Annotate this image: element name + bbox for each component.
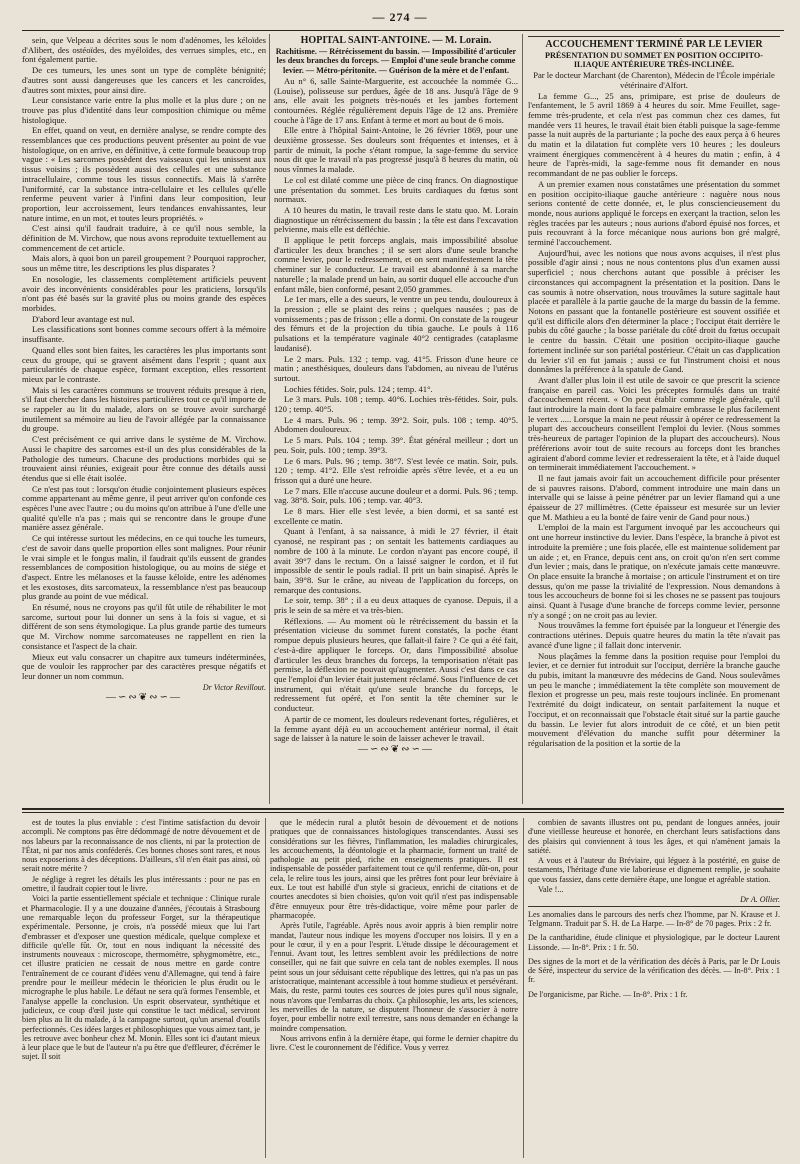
paragraph: Le 7 mars. Elle n'accuse aucune douleur et a dormi. Puls. 96 ; temp. vag. 38°8. Soir, puls. 106 ; temp. var. 40°3. [274, 485, 518, 506]
page-number: — 274 — [372, 10, 428, 24]
paragraph: A vous et à l'auteur du Bréviaire, qui léguez à la postérité, en guise de testaments, l'héritage d'une vie laborieuse et dignement remplie, je souhaite que vous fassiez, dans cette dernière étape, une longue et agréable station. [528, 856, 780, 884]
paragraph: Le 6 mars. Puls. 96 ; temp. 38°7. S'est levée ce matin. Soir, puls. 120 ; temp. 41°2. Elle s'est refroidie après s'être levée, et a eu un frisson qui a duré une heure. [274, 455, 518, 485]
paragraph: Voici la partie essentiellement spéciale et technique : Clinique rurale et Pharmacologie. Il y a une douzaine d'années, j'écoutais à Strasbourg une remarquable leçon du professeur Forget, sur la thérapeutique expérimentale. Personne, je crois, n'a possédé mieux que lui l'art d'embrasser et d'exposer une question médicale, quelque complexe et difficile qu'elle fût. Or, tout en nous indiquant la nécessité des instruments nouveaux : microscope, thermomètre, sphygmomètre, etc., cet illustre praticien ne cessait de nous mettre en garde contre l'entraînement de ce courant d'idées venu d'Allemagne, qui tend à faire prendre pour le meilleur médecin le théoricien le plus érudit ou le micrographe le plus habile. Le défaut ne sera qu'à formes l'ensemble, et l'analyse appelle la conclusion. Un esprit observateur, synthétique et judicieux, ce coup d'œil juste qui constitue le tact médical, serviront bien plus au lit du malade, à la campagne surtout, qu'un arsenal d'outils perfectionnés. Ces idées larges et philosophiques que vous aimez tant, je les retrouve avec bonheur chez M. Monin. Elles sont ici d'autant mieux à leur place que le but de l'auteur n'a pu être que d'effleurer, d'écrémer le sujet. Il soit [22, 894, 260, 1062]
column-left [22, 36, 266, 796]
article-byline: Par le docteur Marchant (de Charenton), Médecin de l'École impériale vétérinaire d'Alfort. [533, 70, 775, 90]
paragraph: Le 3 mars. Puls. 108 ; temp. 40°6. Lochies très-fétides. Soir, puls. 120 ; temp. 40°5. [274, 394, 518, 415]
bottom-column-left-body [22, 818, 260, 1062]
paragraph: Au n° 6, salle Sainte-Marguerite, est accouchée la nommée G... (Louise), polisseuse sur perdues, âgée de 18 ans. Jusqu'à l'âge de 9 ans, elle avait les poignets très-noués et les jambes fortement contournées. Réglée régulièrement depuis l'âge de 12 ans. Première couche à l'âge de 17 ans. Enfant à terme et mort au bout de 6 mois. [274, 75, 518, 125]
paragraph: A 10 heures du matin, le travail reste dans le statu quo. M. Lorain diagnostique un rétrécissement du bassin ; la tête est dans l'excavation pelvienne, mais elle est défléchie. [274, 204, 518, 235]
paragraph: Après l'utile, l'agréable. Après nous avoir appris à bien remplir notre mandat, l'auteur nous indique les moyens d'occuper nos loisirs. Il y en a pour le cœur, il y en a pour l'esprit. L'étude dissipe le découragement et l'ennui. Avant tout, les lettres semblent avoir les prédilections de notre conseiller, qui ne fait que suivre en cela tant de nobles exemples. Il nous peint sous un jour séduisant cette république des lettres, qui n'a pas un pas aristocratique, maintenant accessible à tout homme studieux et persévérant. Mais, du reste, parmi toutes ces sources de joies pures qu'il nous signale, nous n'avons que l'embarras du choix. Ça philosophie, les arts, les sciences, les merveilles de la nature, se disputent l'honneur de s'associer à notre foyer, pour embellir notre exil terrestre, sans nous demander en échange la moindre compensation. [270, 921, 518, 1033]
top-rule [22, 30, 784, 31]
paragraph: que le médecin rural a plutôt besoin de dévouement et de notions pratiques que de connaissances histologiques transcendantes. Aussi ses considérations sur les fièvres, l'inflammation, les maladies chirurgicales, les accouchements, la déontologie et la pharmacie, forment un traité de pathologie au petit pied, riche en enseignements pratiques. Il est indispensable de posséder parfaitement tout ce qu'il renferme, dût-on, pour cela, le relire tous les jours, ainsi que les prêtres font pour leur bréviaire à eux. Le tout est habillé d'un style si gracieux, enrichi de citations et de courtes anecdotes si bien choisies, qu'on voit qu'il n'est pas indispensable d'être ennuyeux pour être très-didactique, voire même pour parler de pharmacopée. [270, 818, 518, 920]
bibliography-rule [528, 906, 780, 907]
paragraph: Nous plaçâmes la femme dans la position requise pour l'emploi du levier, et ce dernier fut introduit sur l'occiput, derrière la branche gauche du pubis, imitant la manœuvre des médecins de Gand. Nous soulevâmes un peu le manche ; immédiatement la tête complète son mouvement de flexion et progresse un peu, mais reste toujours inclinée. En promenant l'extrémité du doigt indicateur, on sentait parfaitement la nuque et l'occiput, et on reconnaissait que l'obstacle était situé sur la partie gauche du bassin. Le levier fut alors introduit de ce côté, et un bien petit mouvement d'élévation du manche suffit pour déterminer la régularisation de la position et la sortie de la [528, 650, 780, 748]
bottom-signature: Dr A. Ollier. [740, 895, 780, 905]
column-divider [265, 818, 266, 1158]
paragraph: En résumé, nous ne croyons pas qu'il fût utile de réhabiliter le mot sarcome, surtout pour lui donner un sens à la fois si vague, et si différent de son sens étymologique. La plus grande partie des tumeurs que M. Virchow nomme sarcomateuses ne rappellent en rien la consistance et l'aspect de la chair. [22, 602, 266, 651]
paragraph: En nosologie, les classements complètement artificiels peuvent avoir des inconvénients considérables pour les praticiens, lorsqu'ils n'ont pas été basés sur la gravité plus ou moins grande des espèces morbides. [22, 273, 266, 313]
column-left-body [22, 36, 266, 682]
paragraph: A partir de ce moment, les douleurs redevenant fortes, régulières, et la femme ayant déjà eu un accouchement antérieur normal, il était sage de laisser à la nature le soin de laisser achever le travail. [274, 713, 518, 744]
paragraph: Aujourd'hui, avec les notions que nous avons acquises, il n'est plus possible d'agir ainsi ; nous ne nous contentons plus d'un examen aussi superficiel ; nous cherchons autant que possible à préciser les circonstances qui accompagnent la présentation et la position. Dans le cas soumis à notre observation, nous trouvâmes la suture sagittale haut placée et parallèle à la partie gauche de la marge du bassin de la femme. Notons en passant que la fontanelle postérieure est souvent ossifiée et qu'il est difficile alors d'en déterminer la place ; l'occiput était derrière le pubis du côté gauche ; la bosse pariétale du côté droit du fœtus occupait le centre du bassin. C'était une position occipito-iliaque gauche fortement inclinée sur son pariétal postérieur. C'était un cas d'application du levier s'il en fut jamais ; aussi ce fut l'instrument choisi et nous donnâmes la préférence à la spatule de Gand. [528, 247, 780, 375]
paragraph: En effet, quand on veut, en dernière analyse, se rendre compte des ressemblances que ces productions peuvent présenter au point de vue histologique, on en arrive, en définitive, à cette formule beaucoup trop vague : « Les sarcomes possèdent des vaisseaux qui les unissent aux tissus voisins ; ils possèdent aussi des cellules et une substance intracellulaire, comme tous les tissus connectifs. Mais là s'arrête l'uniformité, car la substance intra-cellulaire et les cellules qu'elle renferme peuvent varier à l'infini dans leur composition, leur proportion, leur accroissement, leurs tendances envahissantes, leur nature intime, en un mot, et toutes leurs propriétés. » [22, 125, 266, 223]
paragraph: L'emploi de la main est l'argument invoqué par les accoucheurs qui ont une horreur instinctive du levier. Dans l'espèce, la branche à pivot est introduite la première ; une fois placée, elle est maintenue solidement par un aide ; et, en France, depuis cent ans, on croit qu'on n'en sert comme d'un levier ; mais, dans le pratique, on n'exécute jamais cette manœuvre. On place ensuite la branche à mortaise ; on articule l'instrument et on tire dessus, qu'on me passe la trivialité de l'expression. Nous demandons à tous les accoucheurs de bonne foi si les choses ne se passent pas toujours ainsi. Quant à l'usage d'une branche de forceps comme levier, personne n'y a songé ; on ne croit pas au levier. [528, 522, 780, 620]
heading-rule [528, 36, 780, 37]
paragraph: combien de savants illustres ont pu, pendant de longues années, jouir d'une vieillesse heureuse et honorée, en cherchant leurs satisfactions dans des plaisirs qui conviennent à tous les âges, et qui n'amènent jamais la satiété. [528, 818, 780, 855]
column-divider [523, 818, 524, 1158]
paragraph: Mais alors, à quoi bon un pareil groupement ? Pourquoi rapprocher, sous un même titre, les descriptions les plus disparates ? [22, 253, 266, 274]
paragraph: Lochies fétides. Soir, puls. 124 ; temp. 41°. [284, 383, 433, 394]
bottom-column-middle [270, 818, 518, 1158]
paragraph: Ce n'est pas tout : lorsqu'on étudie conjointement plusieurs espèces comme appartenant au même genre, il peut arriver qu'on confonde ces espèces l'une avec l'autre ; ou du moins qu'on attribue à l'une d'elle une qualité qu'elle n'a pas ; mais qui se rencontre dans le groupe d'une manière assez générale. [22, 483, 266, 533]
paragraph: Le col est dilaté comme une pièce de cinq francs. On diagnostique une présentation du sommet. Les bruits cardiaques du fœtus sont normaux. [274, 174, 518, 205]
bibliography-entry: De l'organicisme, par Riche. — In-8°. Prix : 1 fr. [528, 989, 688, 999]
column-right [528, 36, 780, 796]
article-subtitle-hopital: Rachitisme. — Rétrécissement du bassin. — Impossibilité d'articuler les deux branches du forceps. — Emploi d'une seule branche comme levier. — Métro-péritonite. — Guérison de la mère et de l'enfant. [275, 46, 517, 76]
paragraph: Quant à l'enfant, à sa naissance, à midi le 27 février, il était cyanosé, ne respirant pas ; on sentait les battements cardiaques au nombre de 100 à la minute. Le cordon n'ayant pas encore coupé, il avait 39°7 dans le rectum. On a laissé saigner le cordon, et il fut impossible de sentir le pouls radial. Il prit un bain sinapisé. Après le bain, 39°8. Sur le crâne, au niveau de l'application du forceps, on remarque des contusions. [274, 526, 518, 595]
paragraph: Mieux eut valu consacrer un chapitre aux tumeurs indéterminées, que de vouloir les rapprocher par des caractères presque négatifs et leur donner un nom commun. [22, 651, 266, 681]
paragraph: Il ne faut jamais avoir fait un accouchement difficile pour présenter de si pauvres raisons. D'abord, comment introduire une main dans un intervalle qui se laisse à peine pénétrer par un levier flamand qui a une épaisseur de 27 millimètres. (Cette épaisseur est mesurée sur un levier que M. Mathieu a eu la bonté de faire venir de Gand pour nous.) [528, 472, 780, 522]
paragraph: C'est précisément ce qui arrive dans le système de M. Virchow. Aussi le chapitre des sarcomes est-il un des plus considérables de la Pathologie des tumeurs. Chacune des productions morbides qui se trouvaient ainsi réunies, exigeait pour être connue des détails aussi étendus que si elle était isolée. [22, 434, 266, 483]
paragraph: Réflexions. — Au moment où le rétrécissement du bassin et la présentation vicieuse du sommet furent constatés, la poche étant rompue depuis plusieurs heures, que fallait-il faire ? Ce qui a été fait, c'est-à-dire appliquer le forceps. Or, dans l'impossibilité absolue d'articuler les deux branches du forceps, la temporisation n'était pas permise, la déflexion ne pouvait qu'augmenter. Aussi c'est dans ce cas que l'emploi d'un levier était justement réclamé. Sous l'influence de cet instrument, qui n'était qu'une seule branche du forceps, le redressement fut opéré, et l'on sentit la tête cheminer sur le conducteur. [274, 615, 518, 714]
paragraph: C'est ainsi qu'il faudrait traduire, à ce qu'il nous semble, la définition de M. Virchow, que nous avons reproduite textuellement au commencement de cet article. [22, 223, 266, 253]
paragraph: Nous trouvâmes la femme fort épuisée par la longueur et l'énergie des contractions utérines. Depuis quatre heures du matin la tête n'avait pas avancé d'une ligne ; il fallait donc intervenir. [528, 620, 780, 650]
column-divider [269, 34, 270, 804]
section-rule [22, 808, 784, 810]
paragraph: D'abord leur avantage est nul. [32, 313, 135, 324]
column-middle [274, 36, 518, 796]
paragraph: Ce qui intéresse surtout les médecins, en ce qui touche les tumeurs, c'est de savoir dans quelle proportion elles sont malignes. Pour réunir le vrai simple et le fongus malin, il faudrait qu'ils eussent de grandes ressemblances de composition histologique, ou au moins de siége et d'aspect. Entre les mélanoses et la fausse kéloïde, entre les adénomes et les exostoses, dits sarcomateux, la ressemblance n'est pas beaucoup plus grande au point de vue médical. [22, 533, 266, 602]
article-subtitle-levier: PRÉSENTATION DU SOMMET EN POSITION OCCIPITO-ILIAQUE ANTÉRIEURE TRÈS-INCLINÉE. [545, 50, 763, 70]
paragraph: Le 1er mars, elle a des sueurs, le ventre un peu tendu, douloureux à la pression ; elle se plaint des reins ; quelques nausées ; pas de vomissements ; pas de frisson ; elle a dormi. On constate de la rougeur des fémurs et de la projection du tibia gauche. Le pouls à 116 pulsations et la température vaginale 40°2 centigrades (cataplasme laudanisé). [274, 294, 518, 353]
bottom-column-middle-body [270, 818, 518, 1052]
bibliography-entry: De la cantharidine, étude clinique et physiologique, par le docteur Laurent Lissonde. — In-8°. Prix : 1 fr. 50. [528, 933, 780, 952]
bibliography-entry: Les anomalies dans le parcours des nerfs chez l'homme, par N. Krause et J. Telgmann. Traduit par S. H. de La Harpe. — In-8° de 70 pages. Prix : 2 fr. [528, 909, 780, 928]
column-right-body [528, 92, 780, 749]
bibliography-list [528, 910, 780, 999]
paragraph: Elle entre à l'hôpital Saint-Antoine, le 26 février 1869, pour une deuxième grossesse. Ses douleurs sont fréquentes et intenses, et à partir de minuit, la poche s'étant rompue, la sage-femme du service nous dit que le travail n'a pas progressé jusqu'à 8 heures du matin, où nous vînmes la malade. [274, 125, 518, 175]
bottom-column-left [22, 818, 260, 1158]
paragraph: Les classifications sont bonnes comme secours offert à la mémoire insuffisante. [22, 324, 266, 345]
paragraph: est de toutes la plus enviable : c'est l'intime satisfaction du devoir accompli. Ne comptons pas être dédommagé de notre dévouement et de nos labeurs par la reconnaissance de nos clients, ni par la protection de l'État, ni par nos amis conféderés. Ces bonnes choses sont rares, et nous nous exposerions à des déceptions. D'ailleurs, s'il n'en était pas ainsi, où serait notre mérite ? [22, 818, 260, 874]
paragraph: A un premier examen nous constatâmes une présentation du sommet en position occipito-iliaque gauche antérieure : naguère nous nous serions contenté de cette donnée, et, le plus consciencieusement du monde, nous aurions appliqué le forceps en exerçant la traction, selon les règles tracées par les auteurs ; nous aurions d'abord épuisé nos forces, et puis recouvrant à la force mécanique nous aurions bon gré malgré, terminé l'accouchement. [528, 178, 780, 248]
bibliography-entry: Des signes de la mort et de la vérification des décès à Paris, par le Dr Louis de Séré, inspecteur du service de la vérification des décès. — In-8°. Prix : 1 fr. [528, 956, 780, 985]
paragraph: Avant d'aller plus loin il est utile de savoir ce que prescrit la science française en pareil cas. Voici les préceptes formulés dans un traité d'accouchement récent. « On peut établir comme règle générale, qu'il faut introduire la main dont la face palmaire embrasse le plus facilement le vertex ..... Lorsque la main ne peut réussir à opérer ce redressement la plupart des accoucheurs conseillent l'emploi du levier. (Nous sommes très-heureux de partager l'opinion de la plupart des accoucheurs). Nous préférerions avoir tout de suite recours au forceps dont les branches agiraient d'abord comme levier et redresseraient la tête, et à l'aide duquel on terminerait immédiatement l'accouchement. » [528, 374, 780, 473]
bottom-column-right [528, 818, 780, 1158]
paragraph: Il applique le petit forceps anglais, mais impossibilité absolue d'articuler les deux branches ; il se sert alors d'une seule branche comme levier, pour le redressement, et on sent manifestement la tête cheminer sur le conducteur. Le travail est abandonné à sa marche naturelle ; la malade prend un bain, au sortir duquel elle accouche d'un enfant mâle, bien conformé, pesant 2,050 grammes. [274, 235, 518, 294]
paragraph: Le 4 mars. Puls. 96 ; temp. 39°2. Soir, puls. 108 ; temp. 40°5. Abdomen douloureux. [274, 414, 518, 435]
article-title-levier: ACCOUCHEMENT TERMINÉ PAR LE LEVIER [545, 39, 763, 50]
paragraph: Le 8 mars. Hier elle s'est levée, a bien dormi, et sa santé est excellente ce matin. [274, 506, 518, 526]
paragraph: Nous arrivons enfin à la dernière étape, qui forme le dernier chapitre du livre. C'est le couronnement de l'édifice. Vous y verrez [270, 1033, 518, 1053]
paragraph: Quand elles sont bien faites, les caractères les plus importants sont ceux du groupe, qui se gravent aisément dans l'esprit ; quant aux particularités de chaque espèce, formant exception, elles ressortent mieux par le contraste. [22, 344, 266, 384]
closing-salutation: Vale !... [538, 885, 564, 895]
paragraph: sein, que Velpeau a décrites sous le nom d'adénomes, les kéloïdes d'Alibert, des ostéoïdes, des myéloïdes, des verrues simples, etc., en font également partie. [22, 36, 266, 65]
column-middle-body [274, 77, 518, 744]
paragraph: Le 2 mars. Puls. 132 ; temp. vag. 41°5. Frisson d'une heure ce matin ; anesthésiques, douleurs dans l'abdomen, au niveau de l'utérus surtout. [274, 353, 518, 383]
bottom-column-right-body [528, 818, 780, 884]
column-divider [522, 34, 523, 804]
ornament-divider: —∽∾❦∾∽— [106, 692, 182, 704]
section-rule [22, 812, 784, 813]
column-left-signature: Dr Victor Revillout. [202, 682, 266, 692]
paragraph: La femme G..., 25 ans, primipare, est prise de douleurs de l'enfantement, le 5 avril 1869 à 4 heures du soir. Mme Feuillet, sage-femme très-prudente, et cela n'est pas commun chez ces dames, fut mandée vers 11 heures, le travail était bien établi puisque la sage-femme passe la nuit auprès de la parturiante ; la poche des eaux perça à 6 heures du matin et la dilatation fut complète vers 10 heures ; les douleurs vraiment énergiques commencèrent à 4 heures du matin ; enfin, à 4 heure de l'après-midi, la sage-femme nous fit demander en nous recommandant de ne pas oublier le forceps. [528, 90, 780, 179]
paragraph: Je néglige à regret les détails les plus intéressants : pour ne pas en omettre, il faudrait copier tout le livre. [22, 874, 260, 894]
paragraph: De ces tumeurs, les unes sont un type de complète bénignité; d'autres sont aussi dangereuses que les cancers et les cancroïdes, d'autres sont mixtes, pour ainsi dire. [22, 65, 266, 95]
paragraph: Mais si les caractères communs se trouvent réduits presque à rien, s'il faut chercher dans les histoires particulières tout ce qu'il importe de se rappeler au lit du malade, alors on se trouve avoir surchargé inutilement sa mémoire au lieu de l'avoir allégée par la connaissance du groupe. [22, 384, 266, 434]
ornament-divider: —∽∾❦∾∽— [358, 743, 434, 755]
paragraph: Le soir, temp. 38° ; il a eu deux attaques de cyanose. Depuis, il a pris le sein de sa mère et va très-bien. [274, 595, 518, 616]
article-title-hopital: HOPITAL SAINT-ANTOINE. — M. Lorain. [300, 36, 492, 46]
paragraph: Leur consistance varie entre la plus molle et la plus dure ; on ne trouve pas plus d'identité dans leur composition chimique ou même histologique. [22, 95, 266, 125]
paragraph: Le 5 mars. Puls. 104 ; temp. 39°. État général meilleur ; dort un peu. Soir, puls. 100 ; temp. 39°3. [274, 435, 518, 455]
